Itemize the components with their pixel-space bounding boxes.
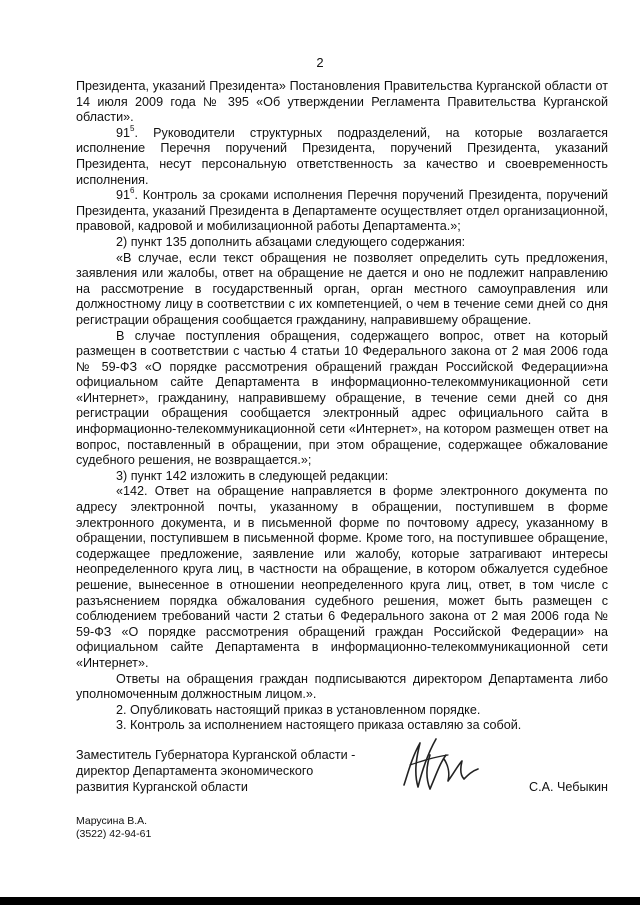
position-line: развития Курганской области — [76, 780, 248, 794]
clause-number: 91 — [116, 125, 131, 140]
position-line: директор Департамента экономического — [76, 764, 314, 778]
paragraph-2 — [76, 123, 608, 188]
signatory-position — [76, 747, 376, 795]
executor-phone: (3522) 42-94-61 — [76, 828, 152, 840]
paragraph-3 — [76, 188, 608, 235]
handwritten-signature — [400, 735, 488, 795]
signer-name: С.А. Чебыкин — [529, 780, 609, 794]
scan-bottom-edge — [0, 897, 640, 905]
position-line: Заместитель Губернатора Курганской области - — [76, 748, 356, 762]
paragraph-10: 2. Опубликовать настоящий приказ в установленном порядке. — [116, 702, 481, 717]
paragraph-9: Ответы на обращения граждан подписываются директором Департамента либо уполномоченным должностным лицом.». — [76, 671, 608, 702]
clause-superscript: 6 — [130, 186, 135, 196]
paragraph-11: 3. Контроль за исполнением настоящего приказа оставляю за собой. — [116, 718, 522, 733]
clause-text: . Руководители структурных подразделений, на которые возлагается исполнение Перечня поручений Президента, поручений Президента, указаний Президента, несут персональную ответственность за качество и своевременность исполнения. — [76, 125, 608, 187]
paragraph-7: 3) пункт 142 изложить в следующей редакции: — [116, 468, 389, 483]
executor-contact — [76, 815, 151, 841]
executor-name: Марусина В.А. — [76, 815, 148, 827]
clause-superscript: 5 — [130, 123, 135, 133]
document-body — [76, 79, 608, 734]
paragraph-8: «142. Ответ на обращение направляется в форме электронного документа по адресу электронной почты, указанному в обращении, поступившем в форме электронного документа, и в письменной форме по почтовому адресу, указанному в обращении, поступившем в письменной форме. Кроме того, на поступившее обращение, содержащее предложение, заявление или жалобу, которые затрагивают интересы неопределенного круга лиц, в частности на обращение, в котором обжалуется судебное решение, вынесенное в отношении неопределенного круга лиц, ответ, в том числе с разъяснением порядка обжалования судебного решения, может быть размещен с соблюдением требований части 2 статьи 6 Федерального закона от 2 мая 2006 года № 59-ФЗ «О порядке рассмотрения обращений граждан Российской Федерации» на официальном сайте Департамента в информационно-телекоммуникационной сети «Интернет». — [76, 484, 608, 670]
paragraph-6: В случае поступления обращения, содержащего вопрос, ответ на который размещен в соответствии с частью 4 статьи 10 Федерального закона от 2 мая 2006 года № 59-ФЗ «О порядке рассмотрения обращений граждан Российской Федерации»на официальном сайте Департамента в информационно-телекоммуникационной сети «Интернет», гражданину, направившему обращение, в течение семи дней со дня регистрации обращения сообщается электронный адрес официального сайта в информационно-телекоммуникационной сети «Интернет», на котором размещен ответ на вопрос, поставленный в обращении, при этом обращение, содержащее обжалование судебного решения, не возвращается.»; — [76, 328, 608, 468]
clause-number: 91 — [116, 188, 131, 203]
paragraph-5: «В случае, если текст обращения не позволяет определить суть предложения, заявления или жалобы, ответ на обращение не дается и оно не подлежит направлению на рассмотрение в государственный орган, орган местного самоуправления или должностному лицу в соответствии с их компетенцией, о чем в течение семи дней со дня регистрации обращения сообщается гражданину, направившему обращение. — [76, 250, 608, 327]
clause-text: . Контроль за сроками исполнения Перечня поручений Президента, поручений Президента, указаний Президента в Департаменте осуществляет отдел организационной, правовой, кадровой и мобилизационной работы Департамента.»; — [76, 188, 608, 234]
paragraph-4: 2) пункт 135 дополнить абзацами следующего содержания: — [116, 234, 466, 249]
paragraph-1: Президента, указаний Президента» Постановления Правительства Курганской области от 14 июля 2009 года № 395 «Об утверждении Регламента Правительства Курганской области». — [76, 79, 608, 125]
page-number: 2 — [316, 55, 324, 70]
